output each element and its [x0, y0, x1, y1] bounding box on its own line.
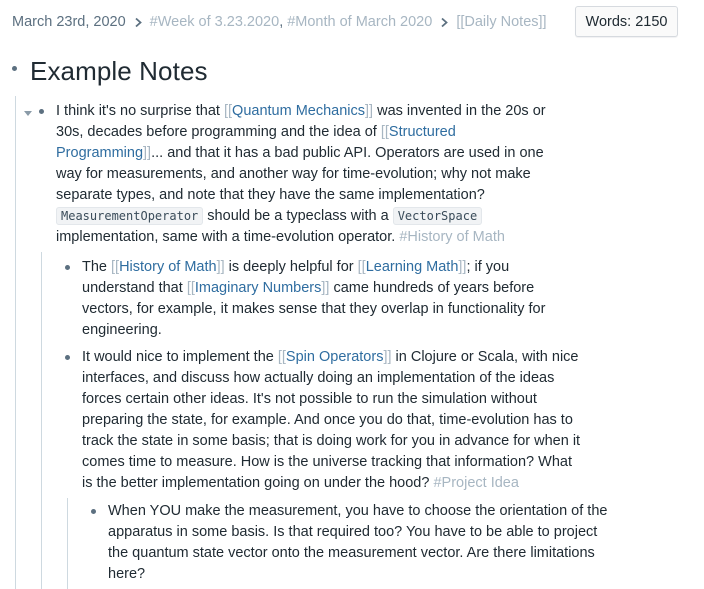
title-bullet-icon[interactable] — [12, 66, 17, 71]
block-line — [82, 299, 545, 320]
block-text: The — [82, 259, 112, 275]
block-text: It would nice to implement the — [82, 349, 278, 365]
page-reference[interactable] — [111, 259, 225, 275]
inline-code: VectorSpace — [393, 207, 482, 225]
breadcrumb-daily-notes-link[interactable]: [[Daily Notes]] — [456, 14, 547, 30]
collapse-caret-icon[interactable] — [24, 111, 32, 116]
block-text: way for measurements, and another way for time-evolution; why not make — [56, 166, 531, 182]
block-4[interactable] — [108, 501, 607, 585]
block-text: comes time to measure. How is the universe tracking that information? What — [82, 454, 572, 470]
chevron-right-icon — [440, 17, 449, 28]
hashtag-link[interactable]: #Project Idea — [433, 475, 519, 491]
bracket-close: ]] — [458, 259, 467, 275]
page-reference[interactable] — [187, 280, 330, 296]
bracket-open: [[ — [357, 259, 366, 275]
block-text: I think it's no surprise that — [56, 103, 224, 119]
page-reference[interactable] — [56, 145, 151, 161]
bracket-close: ]] — [383, 349, 392, 365]
block-text: track the state in some basis; that is doing work for you in advance for when it — [82, 433, 581, 449]
block-line — [82, 431, 580, 452]
breadcrumb-tag-month[interactable]: #Month of March 2020 — [287, 14, 433, 30]
page-reference-link[interactable]: Learning Math — [365, 259, 459, 275]
block-line — [56, 122, 546, 143]
page-reference-link[interactable]: History of Math — [119, 259, 217, 275]
block-line — [82, 389, 580, 410]
page-title[interactable]: Example Notes — [30, 55, 208, 86]
breadcrumb-date[interactable]: March 23rd, 2020 — [12, 14, 126, 30]
bracket-close: ]] — [365, 103, 374, 119]
block-3[interactable] — [82, 347, 580, 494]
page-reference[interactable] — [278, 349, 392, 365]
indent-guide-level-3 — [67, 498, 68, 589]
block-text: came hundreds of years before — [329, 280, 535, 296]
block-text: implementation, same with a time-evolution operator. — [56, 229, 400, 245]
block-text: engineering. — [82, 322, 162, 338]
page-reference-link[interactable]: Programming — [56, 145, 144, 161]
block-line — [56, 164, 546, 185]
block-text: forces certain other ideas. It's not possible to run the simulation without — [82, 391, 537, 407]
block-line — [56, 101, 546, 122]
block-line — [82, 473, 580, 494]
bracket-close: ]] — [143, 145, 152, 161]
chevron-right-icon — [134, 17, 143, 28]
block-2[interactable] — [82, 257, 545, 341]
bracket-open: [[ — [111, 259, 120, 275]
block-line — [56, 143, 546, 164]
block-line — [82, 320, 545, 341]
block-line — [82, 452, 580, 473]
block-line — [82, 257, 545, 278]
block-1[interactable] — [56, 101, 546, 248]
block-line — [108, 564, 607, 585]
bracket-open: [[ — [223, 103, 233, 119]
block-line — [108, 522, 607, 543]
bracket-close: ]] — [321, 280, 330, 296]
block-text: understand that — [82, 280, 187, 296]
page-reference-link[interactable]: Spin Operators — [285, 349, 384, 365]
block-line — [56, 185, 546, 206]
breadcrumb-tag-week[interactable]: #Week of 3.23.2020 — [149, 14, 280, 30]
page-reference[interactable] — [224, 103, 373, 119]
block-line — [82, 368, 580, 389]
block-line — [56, 227, 546, 248]
indent-guide-level-1 — [15, 96, 16, 589]
block-text: ... and that it has a bad public API. Operators are used in one — [151, 145, 544, 161]
block-text: should be a typeclass with a — [203, 208, 393, 224]
bracket-open: [[ — [277, 349, 286, 365]
block-bullet-icon[interactable] — [39, 109, 44, 114]
page-reference-link[interactable]: Structured — [388, 124, 456, 140]
block-line — [82, 278, 545, 299]
block-bullet-icon[interactable] — [91, 509, 96, 514]
block-text: the quantum state vector onto the measurement vector. Are there limitations — [108, 545, 595, 561]
block-line — [108, 501, 607, 522]
bracket-open: [[ — [380, 124, 389, 140]
breadcrumb — [12, 6, 547, 38]
block-text: is deeply helpful for — [224, 259, 358, 275]
block-text: interfaces, and discuss how actually doing an implementation of the ideas — [82, 370, 555, 386]
block-text: 30s, decades before programming and the idea of — [56, 124, 381, 140]
block-line — [108, 543, 607, 564]
page-reference[interactable] — [381, 124, 456, 140]
block-text: here? — [108, 566, 146, 582]
block-text: is the better implementation going on under the hood? — [82, 475, 434, 491]
word-count-button[interactable]: Words: 2150 — [575, 6, 678, 37]
hashtag-link[interactable]: #History of Math — [399, 229, 505, 245]
bracket-open: [[ — [186, 280, 195, 296]
block-line — [56, 206, 546, 227]
page-reference[interactable] — [358, 259, 467, 275]
block-text: separate types, and note that they have the same implementation? — [56, 187, 485, 203]
block-text: preparing the state, for example. And once you do that, time-evolution has to — [82, 412, 573, 428]
block-line — [82, 347, 580, 368]
bracket-close: ]] — [216, 259, 225, 275]
block-bullet-icon[interactable] — [65, 265, 70, 270]
breadcrumb-separator: , — [279, 14, 284, 30]
block-text: vectors, for example, it makes sense that they overlap in functionality for — [82, 301, 546, 317]
block-line — [82, 410, 580, 431]
indent-guide-level-2 — [41, 252, 42, 589]
block-text: in Clojure or Scala, with nice — [391, 349, 579, 365]
inline-code: MeasurementOperator — [56, 207, 203, 225]
block-bullet-icon[interactable] — [65, 355, 70, 360]
page-reference-link[interactable]: Quantum Mechanics — [232, 103, 366, 119]
page-title-row — [12, 53, 208, 89]
block-text: When YOU make the measurement, you have to choose the orientation of the — [108, 503, 608, 519]
block-text: ; if you — [466, 259, 510, 275]
block-text: apparatus in some basis. Is that required too? You have to be able to project — [108, 524, 598, 540]
block-text: was invented in the 20s or — [373, 103, 546, 119]
page-reference-link[interactable]: Imaginary Numbers — [194, 280, 322, 296]
